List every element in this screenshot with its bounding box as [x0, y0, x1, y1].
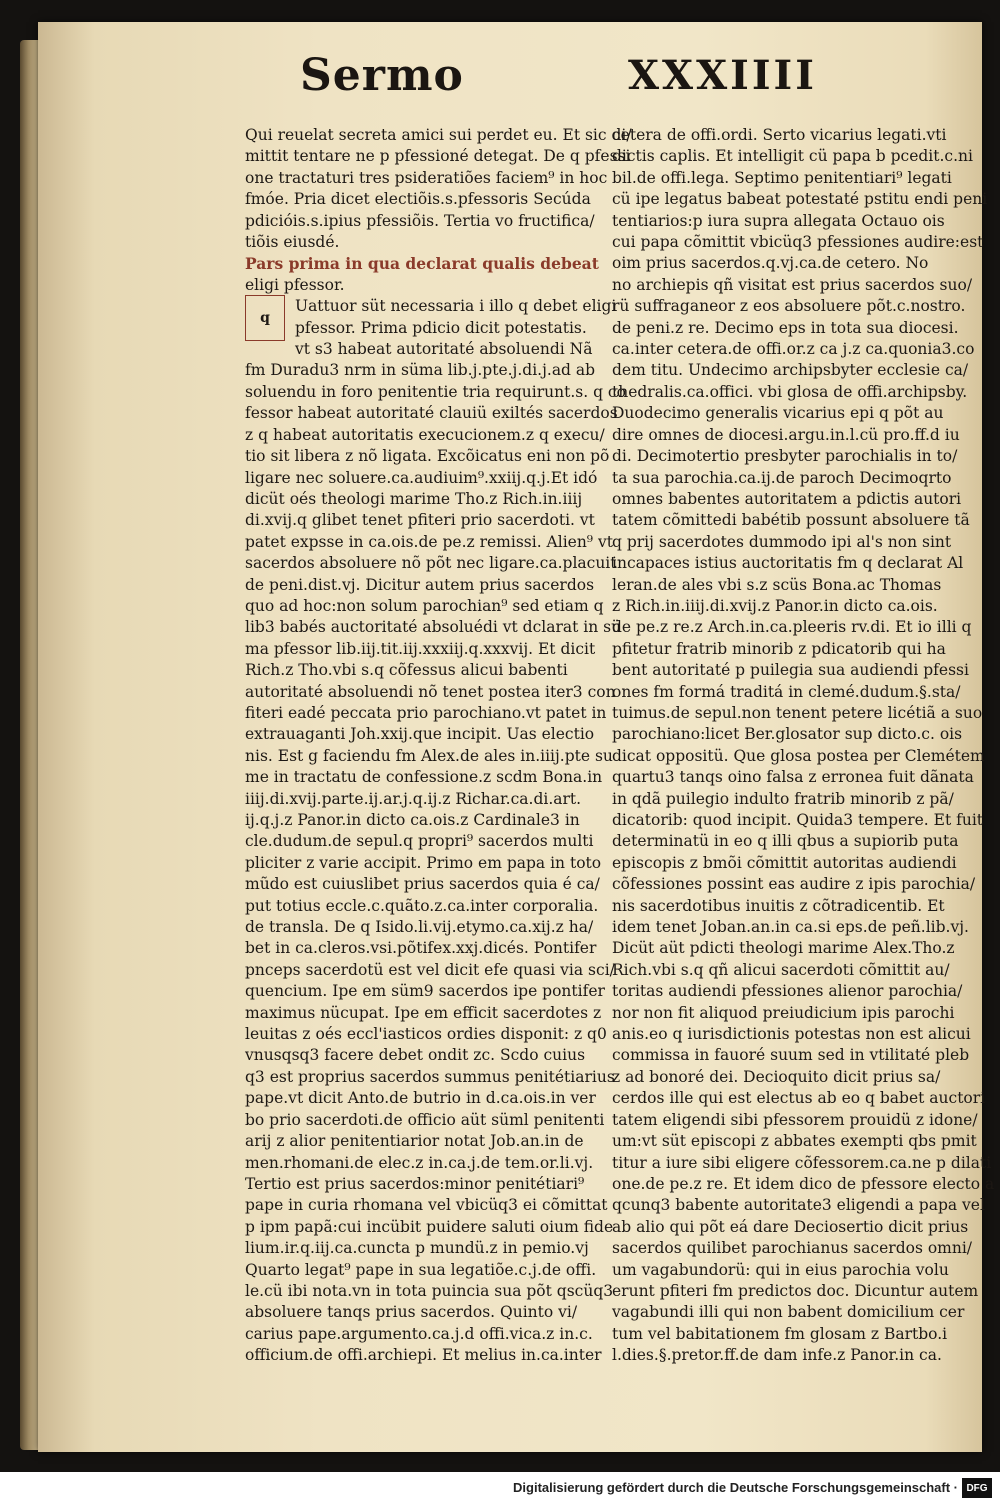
left-text-column — [245, 125, 632, 1367]
text-line: pliciter z varie accipit. Primo em papa in toto — [245, 853, 602, 872]
text-line: incapaces istius auctoritatis fm q declarat Al — [612, 554, 964, 573]
text-line: Qui reuelat secreta amici sui perdet eu. Et sic di/ — [245, 126, 632, 144]
text-line: Duodecimo generalis vicarius epi q põt au — [612, 404, 944, 423]
text-line: dictis caplis. Et intelligit cü papa b pcedit.c.ni — [612, 147, 973, 166]
text-line: z ad bonoré dei. Decioquito dicit prius sa/ — [612, 1067, 941, 1086]
text-line: vagabundi illi qui non babent domicilium cer — [612, 1303, 965, 1322]
text-line: thedralis.ca.offici. vbi glosa de offi.archipsby. — [612, 382, 968, 401]
text-line: tentiarios:p iura supra allegata Octauo ois — [612, 211, 945, 230]
text-line: sacerdos absoluere nõ põt nec ligare.ca.placuit — [245, 554, 617, 573]
text-line: in qdã puilegio indulto fratrib minorib z pã/ — [612, 789, 954, 808]
right-text-column — [612, 125, 995, 1367]
text-line: determinatü in eo q illi qbus a supiorib puta — [612, 832, 959, 851]
text-line: cui papa cõmittit vbicüq3 pfessiones audire:est — [612, 233, 984, 252]
text-line: vt s3 habeat autoritaté absoluendi Nã — [295, 340, 593, 359]
text-line: dire omnes de diocesi.argu.in.l.cü pro.ff.d iu — [612, 425, 960, 444]
text-line: toritas audiendi pfessiones alienor parochia/ — [612, 982, 963, 1001]
text-line: officium.de offi.archiepi. Et melius in.ca.inter — [245, 1346, 602, 1365]
text-line: vnusqsq3 facere debet ondit zc. Scdo cuius — [245, 1046, 586, 1065]
text-line: titur a iure sibi eligere cõfessorem.ca.ne p dilati — [612, 1153, 992, 1172]
text-line: q3 est proprius sacerdos summus penitétiarius — [245, 1067, 615, 1086]
running-header-title: Sermo — [300, 50, 464, 101]
text-line: anis.eo q iurisdictionis potestas non est alicui — [612, 1025, 971, 1044]
text-line: eligi pfessor. — [245, 275, 345, 294]
text-line: de peni.z re. Decimo eps in tota sua diocesi. — [612, 318, 959, 337]
folio-number: XXXIIII — [628, 52, 817, 99]
text-line: tatem cõmittedi babétib possunt absoluere tã — [612, 511, 970, 530]
text-line: ta sua parochia.ca.ij.de paroch Decimoqrto — [612, 468, 952, 487]
text-line: qcunq3 babente autoritate3 eligendi a papa vel — [612, 1196, 985, 1215]
text-line: p ipm papã:cui incübit puidere saluti oium fide — [245, 1217, 614, 1236]
text-line: Rich.vbi s.q qñ alicui sacerdoti cõmittit au/ — [612, 960, 950, 979]
text-line: leran.de ales vbi s.z scüs Bona.ac Thomas — [612, 575, 942, 594]
text-line: di. Decimotertio presbyter parochialis in to/ — [612, 447, 958, 466]
text-line: me in tractatu de confessione.z scdm Bona.in — [245, 768, 603, 787]
text-line: quencium. Ipe em süm9 sacerdos ipe pontifer — [245, 982, 605, 1001]
text-line: iiij.di.xvij.parte.ij.ar.j.q.ij.z Richar.ca.di.art. — [245, 789, 582, 808]
text-line: one tractaturi tres psideratiões faciem⁹ in hoc — [245, 168, 608, 187]
text-line: lium.ir.q.iij.ca.cuncta p mundü.z in pemio.vj — [245, 1239, 589, 1258]
text-line: Rich.z Tho.vbi s.q cõfessus alicui babenti — [245, 661, 568, 680]
text-line: nis sacerdotibus inuitis z cõtradicentib. Et — [612, 896, 945, 915]
text-line: Pars prima in qua declarat qualis debeat — [245, 254, 599, 274]
text-line: cü ipe legatus babeat potestaté pstitu endi peni — [612, 190, 988, 209]
text-line: Uattuor süt necessaria i illo q debet eligi — [295, 297, 617, 316]
text-line: ligare nec soluere.ca.audiuim⁹.xxiij.q.j.Et idó — [245, 468, 598, 487]
text-line: sacerdos quilibet parochianus sacerdos omni/ — [612, 1239, 973, 1258]
text-line: one.de pe.z re. Et idem dico de pfessore electo a — [612, 1174, 995, 1193]
text-line: nor non fit aliquod preiudicium ipis parochi — [612, 1003, 955, 1022]
text-line: put totius eccle.c.quãto.z.ca.inter corporalia. — [245, 896, 599, 915]
text-line: tum vel babitationem fm glosam z Bartbo.i — [612, 1324, 948, 1343]
text-line: no archiepis qñ visitat est prius sacerdos suo/ — [612, 275, 973, 294]
text-line: dicüt oés theologi marime Tho.z Rich.in.iiij — [245, 489, 583, 508]
text-line: di.xvij.q glibet tenet pfiteri prio sacerdoti. vt — [245, 511, 595, 530]
text-line: tatem eligendi sibi pfessorem prouidü z idone/ — [612, 1110, 978, 1129]
text-line: Dicüt aüt pdicti theologi marime Alex.Tho.z — [612, 939, 955, 958]
text-line: maximus nücupat. Ipe em efficit sacerdotes z — [245, 1003, 602, 1022]
text-line: ma pfessor lib.iij.tit.iij.xxxiij.q.xxxvij. Et dicit — [245, 639, 596, 658]
footer-credit: Digitalisierung gefördert durch die Deutsche Forschungsgemeinschaft · — [513, 1480, 958, 1495]
text-line: men.rhomani.de elec.z in.ca.j.de tem.or.li.vj. — [245, 1153, 594, 1172]
text-line: cerdos ille qui est electus ab eo q babet auctori — [612, 1089, 986, 1108]
text-line: cõfessiones possint eas audire z ipis parochia/ — [612, 875, 976, 894]
text-line: l.dies.§.pretor.ff.de dam infe.z Panor.in ca. — [612, 1346, 942, 1365]
text-line: dicat oppositü. Que glosa postea per Clemétem — [612, 746, 985, 765]
text-line: quo ad hoc:non solum parochian⁹ sed etiam q — [245, 596, 604, 615]
text-line: omnes babentes autoritatem a pdictis autori — [612, 489, 962, 508]
text-line: nis. Est g faciendu fm Alex.de ales in.iiij.pte su — [245, 746, 613, 765]
text-line: pape in curia rhomana vel vbicüq3 ei cõmittat — [245, 1196, 608, 1215]
text-line: leuitas z oés eccl'iasticos ordies disponit: z q0 — [245, 1025, 607, 1044]
text-line: cle.dudum.de sepul.q propri⁹ sacerdos multi — [245, 832, 594, 851]
text-line: pape.vt dicit Anto.de butrio in d.ca.ois.in ver — [245, 1089, 596, 1108]
text-line: de transla. De q Isido.li.vij.etymo.ca.xij.z ha/ — [245, 918, 594, 937]
decorated-initial — [245, 295, 285, 341]
text-line: dicatorib: quod incipit. Quida3 tempere. Et fuit — [612, 811, 984, 829]
dfg-logo: DFG — [962, 1478, 992, 1498]
text-line: arij z alior penitentiarior notat Job.an.in de — [245, 1132, 584, 1151]
text-line: pfessor. Prima pdicio dicit potestatis. — [295, 318, 587, 337]
text-line: episcopis z bmõi cõmittit autoritas audiendi — [612, 853, 957, 872]
text-line: um:vt süt episcopi z abbates exempti qbs pmit — [612, 1132, 977, 1151]
text-line: parochiano:licet Ber.glosator sup dicto.c. ois — [612, 725, 963, 744]
text-line: dem titu. Undecimo archipsbyter ecclesie ca/ — [612, 361, 969, 380]
text-line: bil.de offi.lega. Septimo penitentiari⁹ legati — [612, 168, 952, 187]
text-line: ones fm formá traditá in clemé.dudum.§.sta/ — [612, 682, 961, 701]
text-line: extrauaganti Joh.xxij.que incipit. Uas electio — [245, 725, 595, 744]
text-line: absoluere tanqs prius sacerdos. Quinto vi/ — [245, 1303, 578, 1322]
text-line: carius pape.argumento.ca.j.d offi.vica.z in.c. — [245, 1324, 593, 1343]
text-line: fessor habeat autoritaté clauiü exiltés sacerdos — [245, 404, 618, 423]
text-line: mũdo est cuiuslibet prius sacerdos quia é ca/ — [245, 875, 600, 894]
text-line: pfitetur fratrib minorib z pdicatorib qui ha — [612, 639, 946, 658]
text-line: bo prio sacerdoti.de officio aüt süml penitenti — [245, 1110, 605, 1129]
text-line: fiteri eadé peccata prio parochiano.vt patet in — [245, 703, 607, 722]
text-line: z Rich.in.iiij.di.xvij.z Panor.in dicto ca.ois. — [612, 596, 938, 615]
text-line: tiõis eiusdé. — [245, 233, 340, 252]
text-line: de pe.z re.z Arch.in.ca.pleeris rv.di. Et io illi q — [612, 618, 972, 637]
text-line: bet in ca.cleros.vsi.põtifex.xxj.dicés. Pontifer — [245, 939, 597, 958]
book-edge — [20, 40, 40, 1450]
text-line: idem tenet Joban.an.in ca.si eps.de peñ.lib.vj. — [612, 918, 969, 937]
text-line: quartu3 tanqs oino falsa z erronea fuit dãnata — [612, 768, 974, 787]
text-line: ij.q.j.z Panor.in dicto ca.ois.z Cardinale3 in — [245, 811, 580, 829]
text-line: bent autoritaté p puilegia sua audiendi pfessi — [612, 661, 969, 680]
text-line: le.cü ibi nota.vn in tota puincia sua põt qscüq3 — [245, 1281, 614, 1300]
text-line: ab alio qui põt eá dare Deciosertio dicit prius — [612, 1217, 969, 1236]
text-line: commissa in fauoré suum sed in vtilitaté pleb — [612, 1046, 970, 1065]
text-line: soluendu in foro penitentie tria requirunt.s. q co — [245, 382, 626, 401]
text-line: fmóe. Pria dicet electiõis.s.pfessoris Secúda — [245, 190, 591, 209]
text-line: z q habeat autoritatis execucionem.z q execu/ — [245, 425, 605, 444]
text-line: erunt pfiteri fm predictos doc. Dicuntur autem — [612, 1281, 979, 1300]
text-line: pdicióis.s.ipius pfessiõis. Tertia vo fructifica/ — [245, 211, 595, 230]
text-line: de peni.dist.vj. Dicitur autem prius sacerdos — [245, 575, 595, 594]
text-line: tuimus.de sepul.non tenent petere licétiã a suo — [612, 703, 983, 722]
footer-bar — [0, 1472, 1000, 1505]
text-line: mittit tentare ne p pfessioné detegat. De q pfessi — [245, 147, 631, 166]
text-line: um vagabundorü: qui in eius parochia volu — [612, 1260, 949, 1279]
text-line: tio sit libera z nõ ligata. Excõicatus eni non põ — [245, 447, 610, 466]
text-line: oim prius sacerdos.q.vj.ca.de cetero. No — [612, 254, 929, 273]
text-line: patet expsse in ca.ois.de pe.z remissi. Alien⁹ vt — [245, 532, 613, 551]
text-line: rü suffraganeor z eos absoluere põt.c.nostro. — [612, 297, 966, 316]
text-line: pnceps sacerdotü est vel dicit efe quasi via sci/ — [245, 960, 615, 979]
text-line: q prij sacerdotes dummodo ipi al's non sint — [612, 532, 952, 551]
text-line: cetera de offi.ordi. Serto vicarius legati.vti — [612, 126, 947, 144]
text-line: autoritaté absoluendi nõ tenet postea iter3 con — [245, 682, 616, 701]
text-line: lib3 babés auctoritaté absoluédi vt dclarat in sü — [245, 618, 622, 637]
initial-letter: q — [260, 310, 270, 326]
text-line: ca.inter cetera.de offi.or.z ca j.z ca.quonia3.co — [612, 340, 975, 359]
text-line: Quarto legat⁹ pape in sua legatiõe.c.j.de offi. — [245, 1260, 597, 1279]
text-line: fm Duradu3 nrm in süma lib.j.pte.j.di.j.ad ab — [245, 361, 596, 380]
text-line: Tertio est prius sacerdos:minor penitétiari⁹ — [245, 1174, 585, 1193]
